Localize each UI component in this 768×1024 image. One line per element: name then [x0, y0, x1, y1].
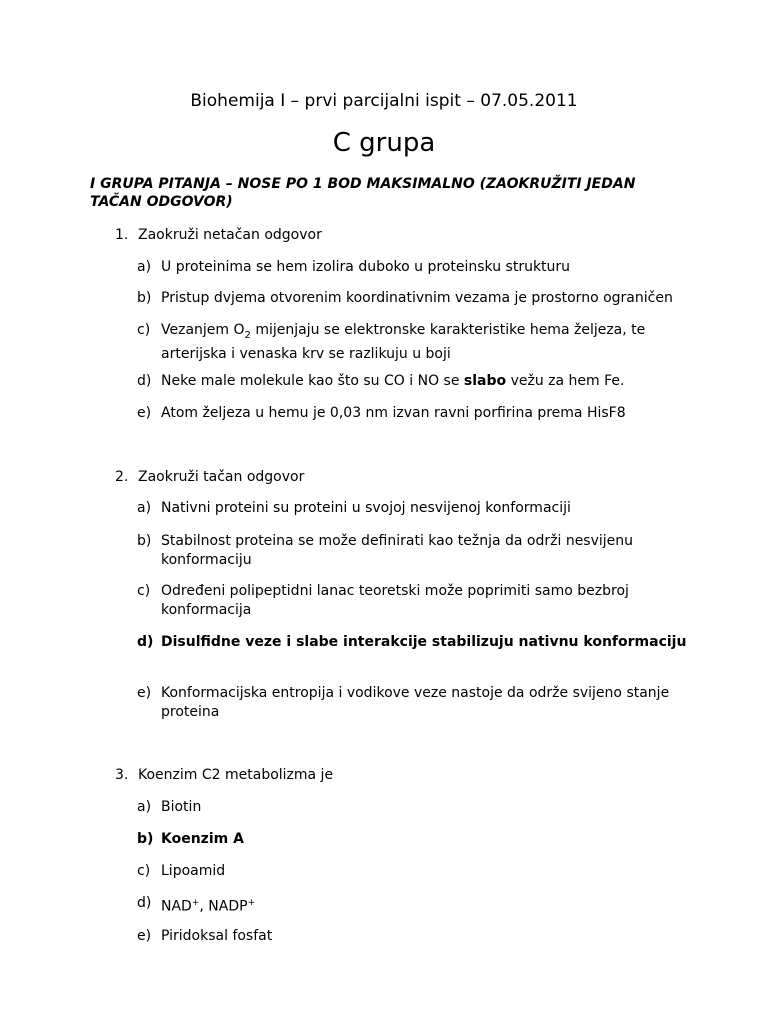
q1-option-d	[137, 372, 697, 391]
option-text: Nativni proteini su proteini u svojoj nesvijenoj konformaciji	[161, 500, 571, 516]
q1-option-c	[137, 321, 697, 364]
option-letter: c)	[137, 863, 151, 879]
option-text: Biotin	[161, 799, 202, 815]
option-letter: c)	[137, 322, 151, 338]
question-number: 1.	[115, 227, 129, 243]
q3-option-e	[137, 927, 697, 946]
option-letter: e)	[137, 928, 152, 944]
superscript: +	[247, 898, 256, 908]
q2-option-c	[137, 582, 697, 620]
option-text: Disulfidne veze i slabe interakcije stabilizuju nativnu konformaciju	[161, 634, 687, 650]
option-text: Pristup dvjema otvorenim koordinativnim vezama je prostorno ograničen	[161, 290, 673, 306]
q1-option-e	[137, 404, 697, 423]
option-text: Stabilnost proteina se može definirati kao težnja da održi nesvijenu konformaciju	[161, 533, 634, 568]
option-letter: e)	[137, 685, 152, 701]
exam-title: Biohemija I – prvi parcijalni ispit – 07.05.2011	[190, 91, 578, 111]
question-1	[115, 226, 715, 245]
option-text: Neke male molekule kao što su CO i NO se slabo vežu za hem Fe.	[161, 373, 625, 389]
option-letter: e)	[137, 405, 152, 421]
superscript: +	[191, 898, 200, 908]
question-text: Koenzim C2 metabolizma je	[138, 767, 334, 783]
q1-option-b	[137, 289, 697, 308]
question-text: Zaokruži netačan odgovor	[138, 227, 322, 243]
question-number: 2.	[115, 469, 129, 485]
q3-option-b	[137, 830, 697, 849]
q3-option-a	[137, 798, 697, 817]
subscript: 2	[244, 329, 251, 341]
q1-option-a	[137, 258, 697, 277]
option-text: U proteinima se hem izolira duboko u proteinsku strukturu	[161, 259, 571, 275]
option-letter: d)	[137, 373, 152, 389]
question-number: 3.	[115, 767, 129, 783]
option-text: Atom željeza u hemu je 0,03 nm izvan ravni porfirina prema HisF8	[161, 405, 626, 421]
bold-word: slabo	[463, 373, 507, 389]
question-2	[115, 468, 715, 487]
option-text: Piridoksal fosfat	[161, 928, 273, 944]
exam-group: C grupa	[332, 128, 436, 158]
option-letter: d)	[137, 634, 154, 650]
option-letter: b)	[137, 290, 152, 306]
option-letter: a)	[137, 500, 152, 516]
q2-option-d	[137, 633, 697, 652]
question-3	[115, 766, 715, 785]
option-letter: a)	[137, 259, 152, 275]
q2-option-e	[137, 684, 697, 722]
option-text: Koenzim A	[161, 831, 244, 847]
q3-option-c	[137, 862, 697, 881]
option-letter: c)	[137, 583, 151, 599]
option-letter: b)	[137, 533, 152, 549]
option-letter: d)	[137, 895, 152, 911]
q2-option-b	[137, 532, 697, 570]
option-text: Konformacijska entropija i vodikove veze nastoje da održe svijeno stanje proteina	[161, 685, 670, 720]
option-text: Određeni polipeptidni lanac teoretski može poprimiti samo bezbroj konformacija	[161, 583, 629, 618]
option-text: NAD+, NADP+	[161, 898, 256, 915]
q3-option-d	[137, 894, 697, 917]
option-letter: a)	[137, 799, 152, 815]
option-text: Lipoamid	[161, 863, 226, 879]
section-heading: I GRUPA PITANJA – NOSE PO 1 BOD MAKSIMALNO (ZAOKRUŽITI JEDAN TAČAN ODGOVOR)	[90, 176, 636, 210]
option-letter: b)	[137, 831, 154, 847]
option-text: Vezanjem $O_2$ mijenjaju se elektronske karakteristike hema željeza, te arterijska i venaska krv se razlikuju u boji	[161, 322, 646, 362]
q2-option-a	[137, 499, 697, 518]
question-text: Zaokruži tačan odgovor	[138, 469, 305, 485]
